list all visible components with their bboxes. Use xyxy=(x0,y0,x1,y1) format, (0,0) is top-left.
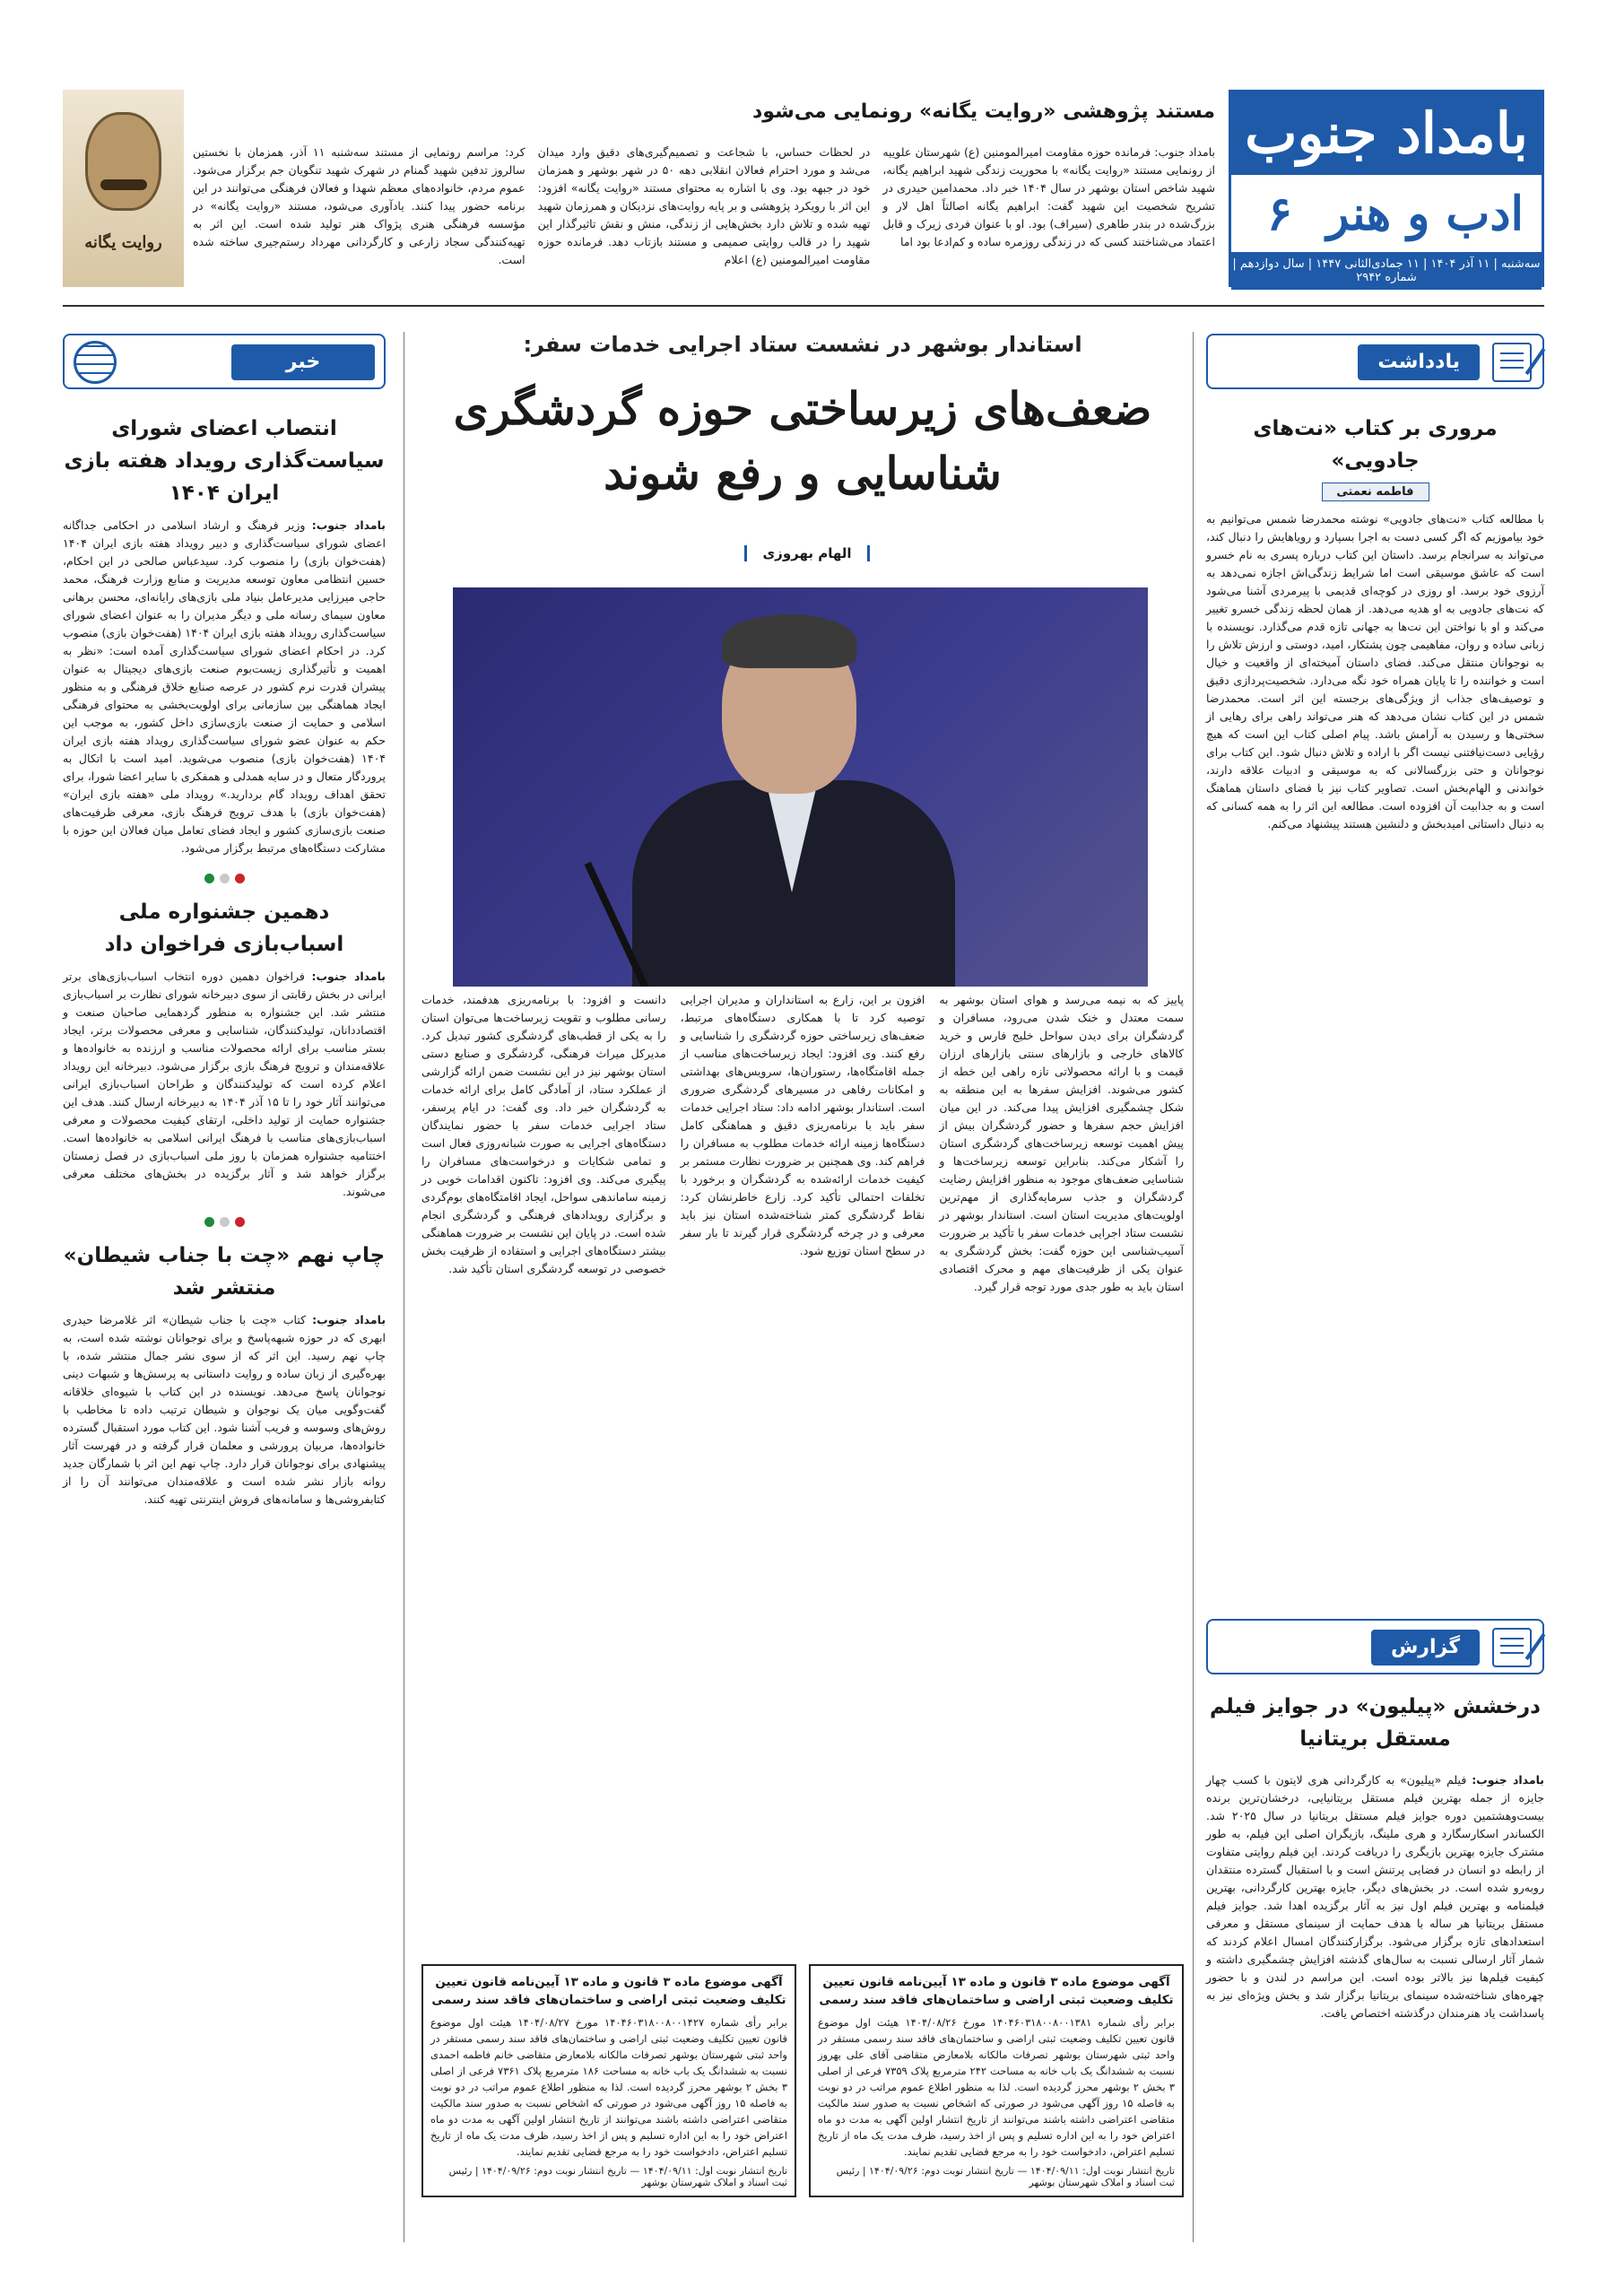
masthead-name: بامداد جنوب xyxy=(1231,92,1542,175)
note-title: مروری بر کتاب «نت‌های جادویی» xyxy=(1253,417,1498,473)
divider-dots xyxy=(63,1213,386,1231)
section-tab-news xyxy=(63,334,386,389)
main-story-col: پاییز که به نیمه می‌رسد و هوای استان بوشهر به سمت معتدل و خنک شدن می‌رود، مسافران و گردشگران برای دیدن سواحل خلیج فارس و خرید کالاهای خارجی و بازارهای سنتی بازارهای ارزان قیمت و با ارائه محصولاتی تازه راهی این خطه از کشور می‌شوند. افزایش سفرها به این منطقه به شکل چشمگیری افزایش پیدا می‌کند. در این میان افزایش حجم سفرها و حضور گردشگران بیش از پیش اهمیت توسعه زیرساخت‌های گردشگری استان را آشکار می‌کند. بنابراین توسعه زیرساخت‌ها و شناسایی ضعف‌های موجود به منظور افزایش رضایت گردشگران و جذب سرمایه‌گذاری از مهم‌ترین اولویت‌های مدیریت استان است. استاندار بوشهر در نشست ستاد اجرایی خدمات سفر با تأکید بر ضرورت آسیب‌شناسی این حوزه گفت: بخش گردشگری به عنوان یکی از ظرفیت‌های مهم و محرک اقتصادی استان باید به طور جدی مورد توجه قرار گیرد. xyxy=(939,993,1184,1293)
section-tab-note xyxy=(1206,334,1544,389)
report-text: فیلم «پیلیون» به کارگردانی هری لایتون با کسب چهار جایزه از جمله بهترین فیلم مستقل بریتانیایی، درخشان‌ترین برنده بیست‌وهشتمین دوره جوایز فیلم مستقل بریتانیا در سال ۲۰۲۵ شد. الکساندر اسکارسگارد و هری ملینگ، بازیگران اصلی این فیلم، به طور مشترک جایزه بهترین بازیگری را دریافت کردند. این فیلم روایتی متفاوت از رابطه دو انسان در فضایی پرتنش است و با استقبال گسترده منتقدان روبه‌رو شده است. در بخش‌های دیگر، جایزه بهترین کارگردانی، بهترین فیلمنامه و بهترین فیلم اول نیز به آثار برگزیده اهدا شد. جوایز فیلم مستقل بریتانیا هر ساله با هدف حمایت از سینمای مستقل و معرفی استعدادهای تازه برگزار می‌شود. برگزارکنندگان امسال اعلام کردند که شمار آثار ارسالی نسبت به سال‌های گذشته افزایش چشمگیری داشته و کیفیت فیلم‌ها نیز بالاتر بوده است. این مراسم در لندن و با حضور چهره‌های شناخته‌شده سینمای بریتانیا برگزار شد و بخش ویژه‌ای نیز به پاسداشت یاد هنرمندان درگذشته اختصاص یافت. xyxy=(1206,1773,1545,2020)
top-story-col: بامداد جنوب: فرمانده حوزه مقاومت امیرالمومنین (ع) شهرستان علوییه از رونمایی مستند «روایت یگانه» با محوریت زندگی شهید ابراهیم یگانه، شهید شاخص استان بوشهر در سال ۱۴۰۴ خبر داد. محمدامین حیدری در تشریح شخصیت این شهید گفت: ابراهیم یگانه اصالتاً اهل لار و بزرگ‌شده در بندر طاهری (سیراف) بود. او با عنوان فردی زیرک و قابل اعتماد می‌شناختند کسی که در زندگی روزمره ساده و کم‌ادعا بود اما xyxy=(882,145,1215,248)
main-kicker: استاندار بوشهر در نشست ستاد اجرایی خدمات سفر: xyxy=(523,332,1082,357)
byline: الهام بهروزی xyxy=(744,545,870,561)
section-tab-label: یادداشت xyxy=(1358,344,1480,380)
notepad-icon xyxy=(1492,1628,1532,1667)
legal-notices xyxy=(421,1964,1184,2197)
documentary-poster xyxy=(63,90,184,287)
news-lead: بامداد جنوب: xyxy=(311,970,386,983)
portrait-icon xyxy=(85,112,161,211)
top-story-columns xyxy=(193,144,1215,269)
main-story-columns xyxy=(421,991,1184,1296)
main-headline: ضعف‌های زیرساختی حوزه گردشگری شناسایی و رفع شوند xyxy=(453,382,1152,500)
section-tab-label: خبر xyxy=(231,344,375,380)
notice-footer: تاریخ انتشار نوبت اول: ۱۴۰۴/۰۹/۱۱ — تاریخ انتشار نوبت دوم: ۱۴۰۴/۰۹/۲۶ | رئیس ثبت اسناد و املاک شهرستان بوشهر xyxy=(448,2165,787,2188)
notice-body: برابر رأی شماره ۱۴۰۴۶۰۳۱۸۰۰۸۰۰۱۳۸۱ مورخ ۱۴۰۴/۰۸/۲۶ هیئت اول موضوع قانون تعیین تکلیف وضعیت ثبتی اراضی و ساختمان‌های فاقد سند رسمی مستقر در واحد ثبتی شهرستان بوشهر تصرفات مالکانه بلامعارض متقاضی آقای علی بهروز نسبت به ششدانگ یک باب خانه به مساحت ۲۴۲ مترمربع پلاک ۷۳۵۹ فرعی از اصلی ۳ بخش ۲ بوشهر محرز گردیده است. لذا به منظور اطلاع عموم مراتب در دو نوبت به فاصله ۱۵ روز آگهی می‌شود در صورتی که اشخاص نسبت به صدور سند مالکیت متقاضی اعتراضی داشته باشند می‌توانند از تاریخ انتشار اولین آگهی به مدت دو ماه اعتراض خود را به این اداره تسلیم و پس از اخذ رسید، ظرف مدت یک ماه از تاریخ تسلیم اعتراض، دادخواست خود را به مرجع قضایی تقدیم نمایند. xyxy=(818,2016,1176,2158)
main-story-col: دانست و افزود: با برنامه‌ریزی هدفمند، خدمات رسانی مطلوب و تقویت زیرساخت‌ها می‌توان استان را به یکی از قطب‌های گردشگری کشور تبدیل کرد. مدیرکل میراث فرهنگی، گردشگری و صنایع دستی استان بوشهر نیز در این نشست ضمن ارائه گزارشی از عملکرد ستاد، از آمادگی کامل برای ارائه خدمات به گردشگران خبر داد. وی گفت: در ایام پرسفر، ستاد اجرایی خدمات سفر با حضور نمایندگان دستگاه‌های اجرایی به صورت شبانه‌روزی فعال است و تمامی شکایات و درخواست‌های مسافران را پیگیری می‌کند. وی افزود: تاکنون اقدامات خوبی در زمینه ساماندهی سواحل، ایجاد اقامتگاه‌های بوم‌گردی و برگزاری رویدادهای فرهنگی و گردشگری انجام شده است. در پایان این نشست بر ضرورت هماهنگی بیشتر دستگاه‌های اجرایی و استفاده از ظرفیت بخش خصوصی در توسعه گردشگری استان تأکید شد. xyxy=(421,993,666,1275)
report-body xyxy=(1206,1771,1544,2022)
masthead-section-title: ادب و هنر xyxy=(1326,187,1524,241)
news-body xyxy=(63,968,386,1201)
person-hair xyxy=(722,614,856,668)
top-story xyxy=(193,90,1215,287)
notepad-icon xyxy=(1492,343,1532,382)
note-column xyxy=(1206,413,1544,833)
news-lead: بامداد جنوب: xyxy=(311,518,386,532)
notice-body: برابر رأی شماره ۱۴۰۴۶۰۳۱۸۰۰۸۰۰۱۴۲۷ مورخ ۱۴۰۴/۰۸/۲۷ هیئت اول موضوع قانون تعیین تکلیف وضعیت ثبتی اراضی و ساختمان‌های فاقد سند رسمی مستقر در واحد ثبتی شهرستان بوشهر تصرفات مالکانه بلامعارض متقاضی خانم فاطمه احمدی نسبت به ششدانگ یک باب خانه به مساحت ۱۸۶ مترمربع پلاک ۷۳۶۱ فرعی از اصلی ۳ بخش ۲ بوشهر محرز گردیده است. لذا به منظور اطلاع عموم مراتب در دو نوبت به فاصله ۱۵ روز آگهی می‌شود در صورتی که اشخاص نسبت به صدور سند مالکیت متقاضی اعتراضی داشته باشند می‌توانند از تاریخ انتشار اولین آگهی به مدت دو ماه اعتراض خود را به این اداره تسلیم و پس از اخذ رسید، ظرف مدت یک ماه از تاریخ تسلیم اعتراض، دادخواست خود را به مرجع قضایی تقدیم نمایند. xyxy=(430,2016,788,2158)
governor-photo xyxy=(453,587,1148,987)
masthead xyxy=(1229,90,1544,287)
report-title-block xyxy=(1206,1691,1544,1755)
column-divider xyxy=(1193,332,1194,2242)
news-text: کتاب «چت با جناب شیطان» اثر غلامرضا حیدری ابهری که در حوزه شبهه‌پاسخ و برای نوجوانان نوشته شده است، به چاپ نهم رسید. این اثر که از سوی نشر جمال منتشر شده، با بهره‌گیری از زبان ساده و روایت داستانی به پرسش‌ها و شبهات دینی نوجوانان پاسخ می‌دهد. نویسنده در این کتاب با شیوه‌ای خلاقانه گفت‌وگویی میان یک نوجوان و شیطان ترتیب داده تا مخاطب با روش‌های وسوسه و فریب آشنا شود. این کتاب مورد استقبال گسترده خانواده‌ها، مربیان پرورشی و معلمان قرار گرفته و در فهرست آثار پیشنهادی برای نوجوانان قرار دارد. چاپ نهم این اثر با شمارگان جدید روانه بازار نشر شده است و علاقه‌مندان می‌توانند آن را از کتابفروشی‌ها و سامانه‌های فروش اینترنتی تهیه کنند. xyxy=(63,1313,386,1506)
news-title: دهمین جشنواره ملی اسباب‌بازی فراخوان داد xyxy=(104,900,344,956)
section-tab-label: گزارش xyxy=(1371,1630,1480,1665)
divider-dots xyxy=(63,870,386,887)
globe-icon xyxy=(74,341,117,384)
legal-notice xyxy=(421,1964,796,2197)
poster-logo: روایت یگانه xyxy=(84,233,162,252)
news-text: وزیر فرهنگ و ارشاد اسلامی در احکامی جداگانه اعضای شورای سیاست‌گذاری و دبیر رویداد هفته بازی ایران ۱۴۰۴ (هفت‌خوان بازی) را منصوب کرد. سیدعباس صالحی در این احکام، حسین انتظامی معاون توسعه مدیریت و منابع وزارت فرهنگ، محمد حاجی میرزایی مدیرعامل بنیاد ملی بازی‌های رایانه‌ای، محسن برهانی معاون سیمای رسانه ملی و دیگر مدیران را به عنوان اعضای شورای سیاست‌گذاری رویداد هفته بازی ایران ۱۴۰۴ (هفت‌خوان بازی) منصوب کرد. در احکام اعضای شورای سیاست‌گذاری آمده است: «نظر به اهمیت و تأثیرگذاری زیست‌بوم صنعت بازی‌های دیجیتال به عنوان پیشران قدرت نرم کشور در عرصه صنایع خلاق فرهنگی و به منظور ایجاد هماهنگی بین سازمانی برای اولویت‌بخشی به محتوای فرهنگی اسلامی و حمایت از صنعت بازی‌سازی داخل کشور، به موجب این حکم به عنوان عضو شورای سیاست‌گذاری رویداد هفته بازی ایران ۱۴۰۴ (هفت‌خوان بازی) منصوب می‌شوید. امید است با اتکال به پروردگار متعال و در سایه همدلی و همفکری با سایر اعضا شورا، برای تحقق اهداف رویداد گام بردارید.» رویداد ملی «هفته بازی ایران» (هفت‌خوان بازی) با هدف ترویج فرهنگ بازی، معرفی ظرفیت‌های صنعت بازی‌سازی کشور و ایجاد فضای تعامل میان فعالان این حوزه با مشارکت دستگاه‌های مرتبط برگزار می‌شود. xyxy=(63,518,386,855)
news-title: انتصاب اعضای شورای سیاست‌گذاری رویداد هفته بازی ایران ۱۴۰۴ xyxy=(64,417,385,505)
news-body xyxy=(63,1311,386,1509)
notice-title: آگهی موضوع ماده ۳ قانون و ماده ۱۳ آیین‌نامه قانون تعیین تکلیف وضعیت ثبتی اراضی و ساختمان‌های فاقد سند رسمی xyxy=(819,1975,1174,2007)
portrait-mustache xyxy=(100,179,147,190)
top-story-col: کرد: مراسم رونمایی از مستند سه‌شنبه ۱۱ آذر، همزمان با نخستین سالروز تدفین شهید گمنام در شهرک شهید تنگویان جم برگزار می‌شود. عموم مردم، خانواده‌های معظم شهدا و فعالان فرهنگی می‌توانند در این برنامه حضور پیدا کنند. یادآوری می‌شود، مستند «روایت یگانه» در مؤسسه فرهنگی هنری پژواک هنر تولید شده است. این اثر به تهیه‌کنندگی سجاد زارعی و کارگردانی مهرداد رستم‌جیری ساخته شده است. xyxy=(192,145,526,266)
section-tab-report xyxy=(1206,1619,1544,1674)
top-story-title: مستند پژوهشی «روایت یگانه» رونمایی می‌شود xyxy=(752,100,1215,123)
legal-notice xyxy=(809,1964,1184,2197)
notice-footer: تاریخ انتشار نوبت اول: ۱۴۰۴/۰۹/۱۱ — تاریخ انتشار نوبت دوم: ۱۴۰۴/۰۹/۲۶ | رئیس ثبت اسناد و املاک شهرستان بوشهر xyxy=(836,2165,1175,2188)
news-column xyxy=(63,413,386,1509)
note-body: با مطالعه کتاب «نت‌های جادویی» نوشته محمدرضا شمس می‌توانیم به خود بیاموزیم که اگر کسی دست به اجرا بسپارد و رویاهایش را دنبال کند، می‌تواند به سرانجام برسد. داستان این کتاب درباره پسری به نام خسرو است که عاشق موسیقی است اما شرایط زندگی‌اش اجازه نمی‌دهد به آرزوی خود برسد. او روزی در کوچه‌ای قدیمی با پیرمردی آشنا می‌شود که نت‌های جادویی به او هدیه می‌دهد. از همان لحظه زندگی خسرو تغییر می‌کند و او با نواختن این نت‌ها به جهانی تازه قدم می‌گذارد. نویسنده با زبانی ساده و روان، مفاهیمی چون پشتکار، امید، دوستی و ارزش تلاش را به نوجوانان منتقل می‌کند. فضای داستان آمیخته‌ای از واقعیت و خیال است و خواننده را تا پایان همراه خود نگه می‌دارد. شخصیت‌پردازی دقیق و توصیف‌های جذاب از ویژگی‌های برجسته این اثر است. محمدرضا شمس در این کتاب نشان می‌دهد که هنر می‌تواند راهی برای رهایی از سختی‌ها و رسیدن به آرامش باشد. پیام اصلی کتاب این است که هیچ رؤیایی دست‌نیافتنی نیست اگر با اراده و تلاش دنبال شود. این کتاب برای نوجوانان و حتی بزرگسالانی که به موسیقی و ادبیات علاقه دارند، خواندنی و الهام‌بخش است. تصاویر کتاب نیز با فضای داستان هماهنگ است و به جذابیت آن افزوده است. مطالعه این اثر را به همه کسانی که به دنبال داستانی امیدبخش و دلنشین هستند پیشنهاد می‌کنم. xyxy=(1206,512,1544,831)
report-title: درخشش «پیلیون» در جوایز فیلم مستقل بریتانیا xyxy=(1210,1695,1541,1751)
header-divider xyxy=(63,305,1544,307)
news-body xyxy=(63,517,386,857)
news-title: چاپ نهم «چت با جناب شیطان» منتشر شد xyxy=(63,1244,386,1300)
news-lead: بامداد جنوب: xyxy=(312,1313,387,1326)
top-story-col: در لحظات حساس، با شجاعت و تصمیم‌گیری‌های دقیق وارد میدان می‌شد و مورد احترام فعالان انقلابی دهه ۵۰ در شهر بوشهر و همزمان خود در جبهه بود. وی با اشاره به محتوای مستند «روایت یگانه» افزود: این اثر با رویکرد پژوهشی و بر پایه روایت‌های نزدیکان و همرزمان شهید تهیه شده و تلاش دارد بخش‌هایی از زندگی، منش و نقش تاثیرگذار این شهید را در قالب روایتی صمیمی و مستند بازتاب دهد. فرمانده حوزه مقاومت امیرالمومنین (ع) اعلام xyxy=(537,145,871,266)
notice-title: آگهی موضوع ماده ۳ قانون و ماده ۱۳ آیین‌نامه قانون تعیین تکلیف وضعیت ثبتی اراضی و ساختمان‌های فاقد سند رسمی xyxy=(431,1975,786,2007)
page-number: ۶ xyxy=(1267,187,1292,241)
news-text: فراخوان دهمین دوره انتخاب اسباب‌بازی‌های برتر ایرانی در بخش رقابتی از سوی دبیرخانه شورای نظارت بر اسباب‌بازی منتشر شد. این جشنواره به منظور گردهمایی صاحبان صنعت و اقتصاددانان، تولیدکنندگان، شناسایی و معرفی محصولات برتر، ایجاد بستر مناسب برای ارائه محصولات مناسب و ارزنده به خانواده‌ها و علاقه‌مندان و ترویج فرهنگ بازی برگزار می‌شود. دبیرخانه این رویداد اعلام کرده است که تولیدکنندگان و طراحان اسباب‌بازی ایرانی می‌توانند آثار خود را تا ۱۵ آذر ۱۴۰۴ به دبیرخانه ارسال کنند. هدف این جشنواره حمایت از تولید داخلی، ارتقای کیفیت محصولات و معرفی اسباب‌بازی‌های مناسب با فرهنگ ایرانی اسلامی به خانواده‌ها است. اختتامیه جشنواره همزمان با روز ملی اسباب‌بازی در فصل زمستان برگزار خواهد شد و آثار برگزیده در بخش‌های مختلف معرفی می‌شوند. xyxy=(63,970,386,1198)
dateline: سه‌شنبه | ۱۱ آذر ۱۴۰۴ | ۱۱ جمادی‌الثانی ۱۴۴۷ | سال دوازدهم | شماره ۲۹۴۲ xyxy=(1231,252,1542,290)
note-author: فاطمه نعمتی xyxy=(1322,483,1429,501)
main-story-col: افزون بر این، زارع به استانداران و مدیران اجرایی توصیه کرد تا با همکاری دستگاه‌های مرتبط، ضعف‌های زیرساختی حوزه گردشگری را شناسایی و رفع کنند. وی افزود: ایجاد زیرساخت‌های مناسب از جمله اقامتگاه‌ها، رستوران‌ها، سرویس‌های بهداشتی و امکانات رفاهی در مسیرهای گردشگری ضروری است. استاندار بوشهر ادامه داد: ستاد اجرایی خدمات سفر باید با برنامه‌ریزی دقیق و هماهنگی کامل دستگاه‌ها زمینه ارائه خدمات مطلوب به مسافران را فراهم کند. وی همچنین بر ضرورت نظارت مستمر بر کیفیت خدمات ارائه‌شده به گردشگران و برخورد با تخلفات احتمالی تأکید کرد. زارع خاطرنشان کرد: نقاط گردشگری کمتر شناخته‌شده استان نیز باید معرفی و در چرخه گردشگری قرار گیرند تا بار سفر در سطح استان توزیع شود. xyxy=(680,993,925,1257)
report-column xyxy=(1206,1771,1544,2022)
report-lead: بامداد جنوب: xyxy=(1472,1773,1544,1787)
